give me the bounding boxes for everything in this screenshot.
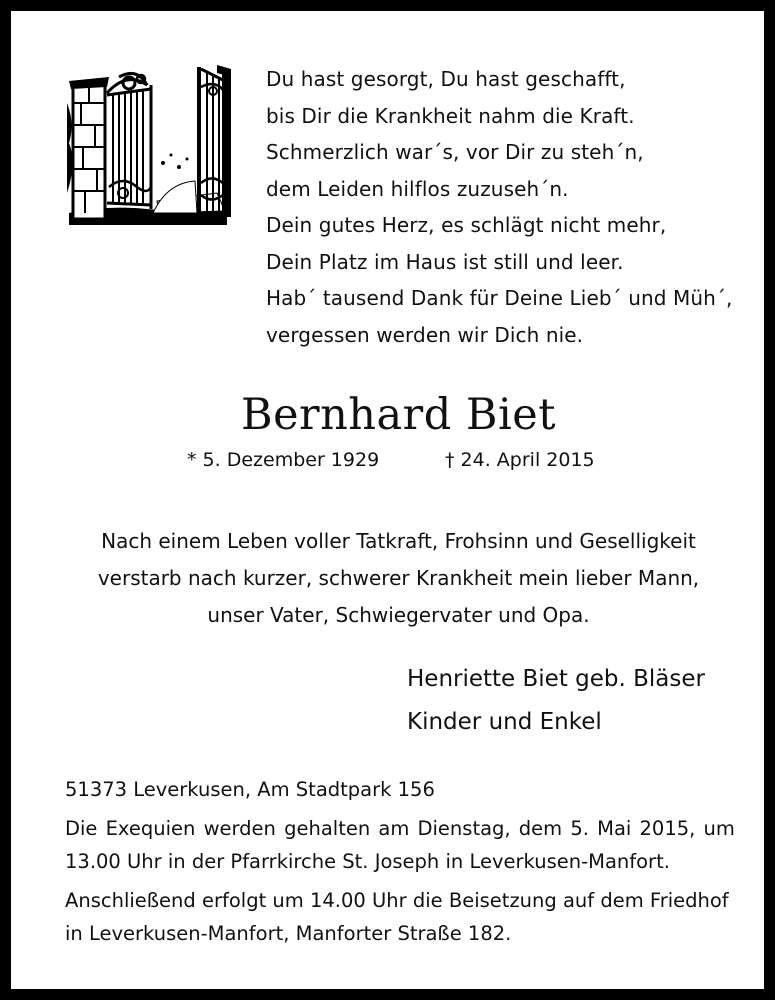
poem-line: Dein Platz im Haus ist still und leer. — [266, 249, 624, 274]
poem-line: Hab´ tausend Dank für Deine Lieb´ und Müh´, — [266, 286, 733, 310]
poem-line: vergessen werden wir Dich nie. — [266, 322, 584, 347]
poem-line: bis Dir die Krankheit nahm die Kraft. — [266, 103, 635, 128]
service-word: 2015, — [639, 817, 696, 840]
service-word: gehalten — [284, 817, 371, 840]
birth-date: * 5. Dezember 1929 — [187, 449, 380, 471]
service-word: Dienstag, — [417, 817, 511, 840]
service-word: um — [703, 817, 735, 840]
service-word: 5. — [570, 817, 589, 840]
service-word: am — [378, 817, 410, 840]
service-word: Mai — [597, 817, 632, 840]
obituary-message — [51, 523, 746, 634]
message-line: verstarb nach kurzer, schwerer Krankheit mein lieber Mann, — [97, 566, 700, 590]
message-line: unser Vater, Schwiegervater und Opa. — [207, 603, 590, 627]
burial-line: Anschließend erfolgt um 14.00 Uhr die Beisetzung auf dem Friedhof — [65, 889, 729, 912]
mourner-line: Henriette Biet geb. Bläser — [407, 666, 705, 692]
service-details — [65, 773, 735, 950]
service-word: werden — [203, 817, 276, 840]
message-line: Nach einem Leben voller Tatkraft, Frohsinn und Geselligkeit — [101, 529, 696, 553]
poem-line: dem Leiden hilflos zuzuseh´n. — [266, 176, 569, 201]
service-word: Die — [65, 817, 98, 840]
mourner-line: Kinder und Enkel — [407, 709, 602, 735]
service-word: dem — [518, 817, 563, 840]
open-gate-icon — [67, 63, 231, 225]
death-date: † 24. April 2015 — [445, 449, 595, 471]
poem-line: Schmerzlich war´s, vor Dir zu steh´n, — [266, 140, 644, 164]
service-line: 13.00 Uhr in der Pfarrkirche St. Joseph in Leverkusen-Manfort. — [65, 850, 670, 873]
deceased-name: Bernhard Biet — [241, 390, 556, 440]
address: 51373 Leverkusen, Am Stadtpark 156 — [65, 778, 435, 801]
service-word: Exequien — [105, 817, 196, 840]
poem-line: Dein gutes Herz, es schlägt nicht mehr, — [266, 213, 667, 237]
poem — [266, 61, 746, 353]
mourners — [407, 658, 705, 744]
poem-line: Du hast gesorgt, Du hast geschafft, — [266, 67, 626, 91]
burial-line: in Leverkusen-Manfort, Manforter Straße 182. — [65, 922, 512, 945]
service-line — [65, 812, 735, 845]
